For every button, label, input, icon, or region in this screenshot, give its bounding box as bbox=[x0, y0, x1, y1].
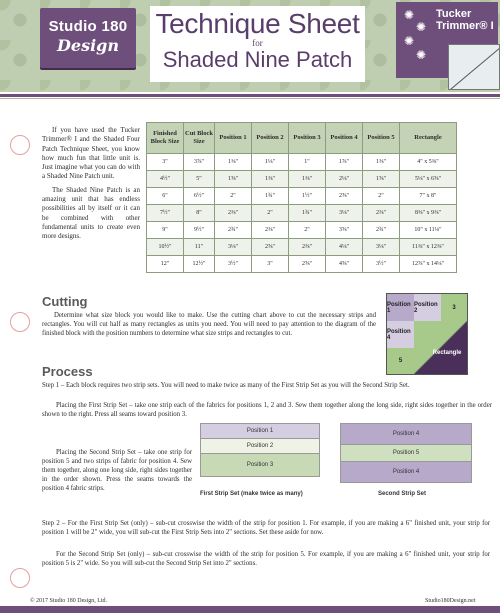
process-heading: Process bbox=[42, 364, 93, 379]
footer-bar bbox=[0, 606, 500, 613]
table-cell: 1⅝" bbox=[215, 171, 252, 188]
table-cell: 2" bbox=[289, 222, 326, 239]
table-cell: 2" bbox=[215, 188, 252, 205]
table-cell: 2¾" bbox=[363, 222, 400, 239]
col-header: Position 4 bbox=[326, 123, 363, 154]
table-cell: 2⅜" bbox=[252, 222, 289, 239]
intro-text bbox=[42, 126, 140, 246]
table-cell: 1⅝" bbox=[363, 171, 400, 188]
page-subtitle: Shaded Nine Patch bbox=[162, 47, 353, 72]
first-strip-text: Placing the First Strip Set – take one strip each of the fabrics for positions 1, 2 and 3. Sew them together along the long side, right sides together in the order shown to the right. Press all seams toward position 3. bbox=[42, 402, 492, 418]
header-divider-thin bbox=[0, 98, 500, 99]
table-cell: 10½" bbox=[147, 239, 184, 256]
table-cell: 8⅜" x 9⅜" bbox=[400, 205, 457, 222]
second-strip-pos5: Position 5 bbox=[340, 444, 472, 462]
table-cell: 3½" bbox=[215, 256, 252, 273]
first-strip-caption: First Strip Set (make twice as many) bbox=[200, 491, 303, 497]
table-cell: 1¾" bbox=[252, 188, 289, 205]
table-cell: 1⅛" bbox=[252, 154, 289, 171]
star-icon: ✺ bbox=[416, 20, 427, 34]
table-cell: 12½" bbox=[184, 256, 215, 273]
block-position-1: Position 1 bbox=[387, 294, 415, 322]
star-icon: ✺ bbox=[404, 8, 415, 22]
step2b-text: For the Second Strip Set (only) – sub-cut crosswise the width of the strip for position 5. For example, if you are making a 6" finished unit, your strip for position 5 is 2" wide. So you will sub-cut the Second Strip Set into 2" sections. bbox=[42, 551, 490, 567]
table-cell: 3⅛" bbox=[326, 205, 363, 222]
table-cell: 1⅜" bbox=[252, 171, 289, 188]
second-strip-caption: Second Strip Set bbox=[378, 491, 427, 497]
website: Studio180Design.net bbox=[425, 598, 476, 604]
block-rectangle: Rectangle bbox=[432, 350, 462, 356]
table-cell: 2⅛" bbox=[326, 171, 363, 188]
col-header: Position 3 bbox=[289, 123, 326, 154]
first-strip-pos2: Position 2 bbox=[200, 438, 320, 454]
second-strip-text: Placing the Second Strip Set – take one strip for position 5 and two strips of fabric for position 4. Sew them together, along one long side, right sides together in the order shown. Press the seams towards the position 4 fabric strips. bbox=[42, 449, 192, 492]
table-cell: 1⅞" bbox=[326, 154, 363, 171]
table-cell: 12⅞" x 14⅛" bbox=[400, 256, 457, 273]
table-cell: 11" bbox=[184, 239, 215, 256]
page-title: Technique Sheet bbox=[155, 8, 360, 39]
cutting-heading: Cutting bbox=[42, 294, 88, 309]
star-icon: ✺ bbox=[416, 48, 427, 62]
table-cell: 7½" bbox=[147, 205, 184, 222]
table-cell: 5" bbox=[184, 171, 215, 188]
table-cell: 3" bbox=[147, 154, 184, 171]
table-cell: 9½" bbox=[184, 222, 215, 239]
block-position-3: 3 bbox=[441, 294, 467, 322]
table-cell: 1½" bbox=[289, 188, 326, 205]
table-cell: 1⅜" bbox=[289, 171, 326, 188]
table-cell: 12" bbox=[147, 256, 184, 273]
table-cell: 2" bbox=[363, 188, 400, 205]
table-row bbox=[147, 171, 457, 188]
table-cell: 2⅝" bbox=[326, 188, 363, 205]
col-header: Position 1 bbox=[215, 123, 252, 154]
step1-text: Step 1 – Each block requires two strip sets. You will need to make twice as many of the First Strip Set as you will the Second Strip Set. bbox=[42, 382, 410, 389]
block-diagram bbox=[386, 293, 468, 375]
table-cell: 4½" bbox=[147, 171, 184, 188]
header-divider bbox=[0, 94, 500, 97]
ruler-image bbox=[448, 44, 500, 90]
table-row bbox=[147, 239, 457, 256]
block-position-2: Position 2 bbox=[414, 294, 442, 322]
table-cell: 3⅛" bbox=[363, 239, 400, 256]
second-strip-pos4-bottom: Position 4 bbox=[340, 461, 472, 483]
studio180-logo bbox=[40, 8, 136, 68]
cutting-text: Determine what size block you would like to make. Use the cutting chart above to cut the necessary strips and rectangles. You will cut half as many rectangles as units you need. You will need to pay attention to the diagram of the finished block with the position numbers to determine what size strips and rectangles to cut. bbox=[42, 312, 376, 337]
binder-hole bbox=[10, 312, 30, 332]
table-cell: 2" bbox=[252, 205, 289, 222]
first-strip-pos1: Position 1 bbox=[200, 423, 320, 439]
table-cell: 1¾" bbox=[289, 205, 326, 222]
table-row bbox=[147, 222, 457, 239]
table-row bbox=[147, 188, 457, 205]
intro-paragraph-2: The Shaded Nine Patch is an amazing unit that has endless possibilities all by itself or it can be combined with other fundamental units to create even more designs. bbox=[42, 185, 140, 241]
table-cell: 3⅝" bbox=[326, 222, 363, 239]
product-label: Tucker Trimmer® I bbox=[436, 8, 494, 32]
block-position-5: 5 bbox=[387, 348, 415, 374]
table-cell: 3⅞" bbox=[184, 154, 215, 171]
binder-hole bbox=[10, 568, 30, 588]
table-cell: 6½" bbox=[184, 188, 215, 205]
table-cell: 2⅜" bbox=[289, 239, 326, 256]
table-cell: 11⅜" x 12⅜" bbox=[400, 239, 457, 256]
step2-text: Step 2 – For the First Strip Set (only) – sub-cut crosswise the width of the strip for position 1. For example, if you are making a 6" finished unit, your strip for position 1 will be 2" wide, you will sub-cut the First Strip Sets into 2" sections. Set these aside for now. bbox=[42, 520, 490, 536]
table-cell: 5⅛" x 6⅝" bbox=[400, 171, 457, 188]
table-cell: 2⅝" bbox=[252, 239, 289, 256]
col-header: Cut Block Size bbox=[184, 123, 215, 154]
table-cell: 1⅜" bbox=[215, 154, 252, 171]
table-cell: 2⅜" bbox=[363, 205, 400, 222]
table-cell: 1" bbox=[289, 154, 326, 171]
second-strip-pos4-top: Position 4 bbox=[340, 423, 472, 445]
star-icon: ✺ bbox=[404, 34, 415, 48]
table-cell: 10" x 11⅛" bbox=[400, 222, 457, 239]
table-cell: 2¾" bbox=[215, 222, 252, 239]
col-header: Finished Block Size bbox=[147, 123, 184, 154]
table-cell: 6" bbox=[147, 188, 184, 205]
first-strip-pos3: Position 3 bbox=[200, 453, 320, 477]
table-cell: 4⅝" bbox=[326, 256, 363, 273]
table-cell: 3⅛" bbox=[215, 239, 252, 256]
logo-line2: Design bbox=[57, 36, 119, 55]
col-header: Position 5 bbox=[363, 123, 400, 154]
table-cell: 7" x 8" bbox=[400, 188, 457, 205]
table-row bbox=[147, 154, 457, 171]
table-cell: 4" x 5⅜" bbox=[400, 154, 457, 171]
title-for: for bbox=[252, 38, 263, 48]
table-row bbox=[147, 205, 457, 222]
binder-hole bbox=[10, 135, 30, 155]
intro-paragraph-1: If you have used the Tucker Trimmer® I and the Shaded Four Patch Technique Sheet, you know how much fun that little unit is. Just imagine what you can do with a Shaded Nine Patch unit. bbox=[42, 126, 140, 181]
table-cell: 8" bbox=[184, 205, 215, 222]
copyright: © 2017 Studio 180 Design, Ltd. bbox=[30, 598, 108, 604]
table-cell: 3" bbox=[252, 256, 289, 273]
logo-line1: Studio 180 bbox=[48, 18, 128, 35]
table-cell: 3½" bbox=[363, 256, 400, 273]
table-cell: 4⅛" bbox=[326, 239, 363, 256]
col-header: Position 2 bbox=[252, 123, 289, 154]
col-header: Rectangle bbox=[400, 123, 457, 154]
table-cell: 9" bbox=[147, 222, 184, 239]
table-cell: 2⅜" bbox=[215, 205, 252, 222]
table-cell: 2⅝" bbox=[289, 256, 326, 273]
table-cell: 1⅜" bbox=[363, 154, 400, 171]
title-box bbox=[150, 6, 365, 82]
block-position-4: Position 4 bbox=[387, 321, 415, 349]
table-row bbox=[147, 256, 457, 273]
cutting-chart bbox=[146, 122, 457, 273]
